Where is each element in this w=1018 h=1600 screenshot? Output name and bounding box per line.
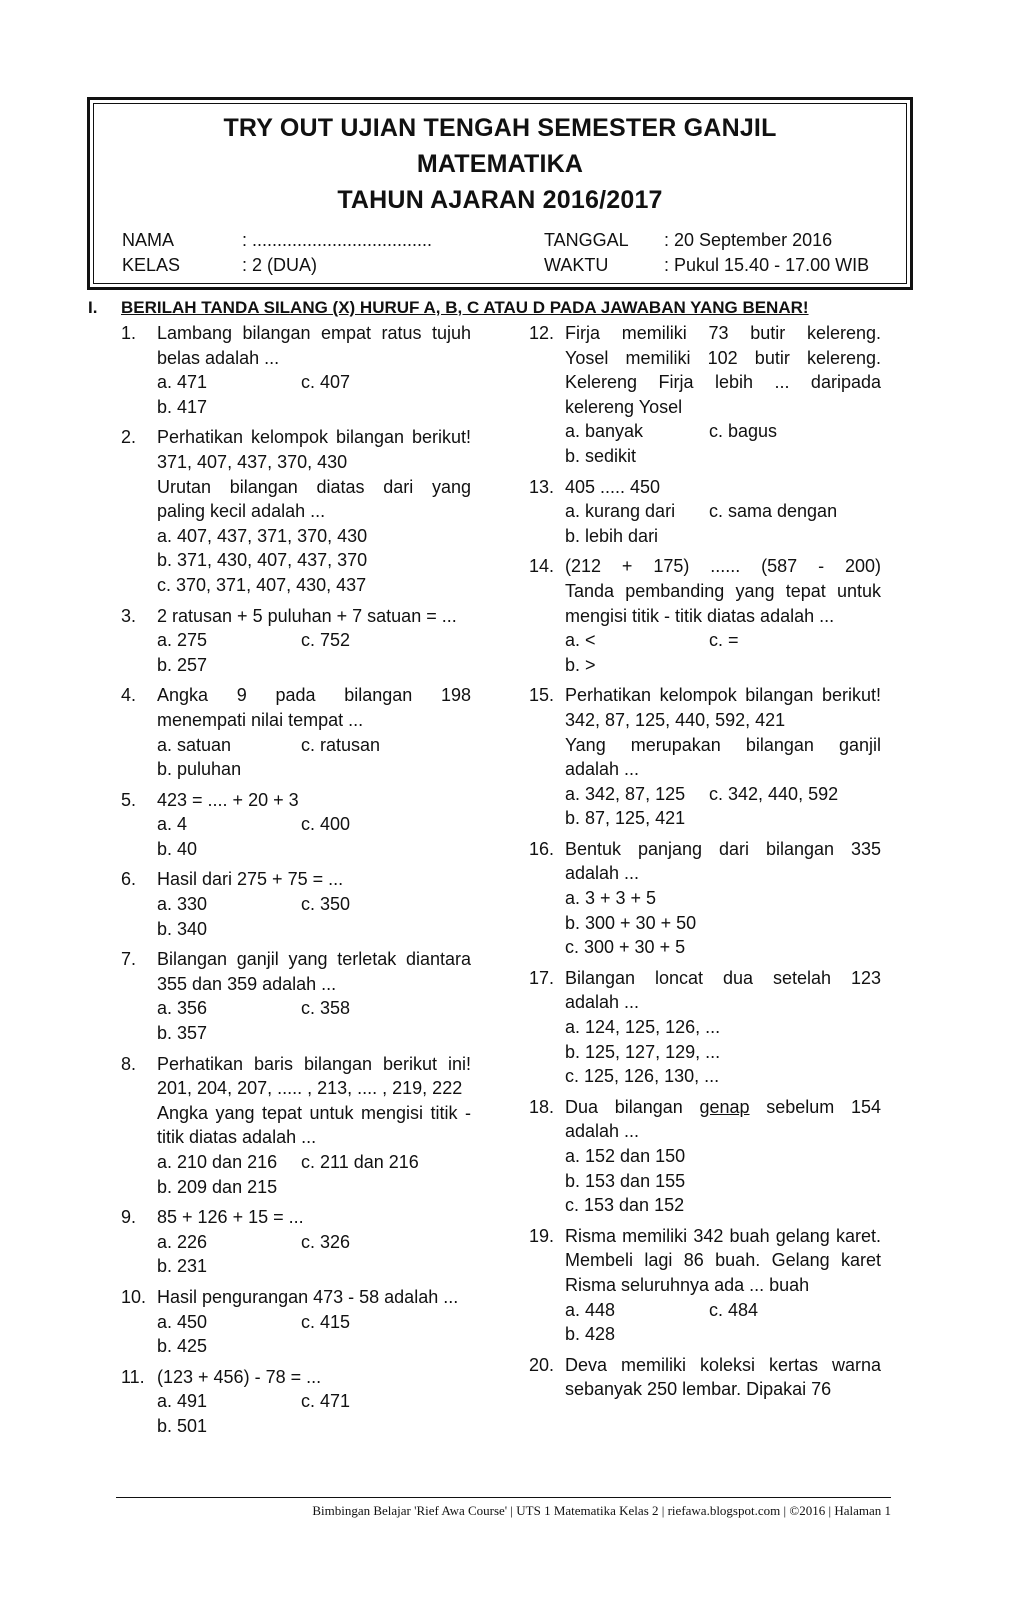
question-item bbox=[529, 554, 881, 677]
question-text-line: Hasil dari 275 + 75 = ... bbox=[157, 869, 344, 890]
answer-option: a. 210 dan 216 bbox=[157, 1152, 278, 1172]
question-text-line: Angka 9 pada bilangan 198 bbox=[157, 685, 471, 706]
answer-options bbox=[157, 370, 471, 419]
answer-options bbox=[157, 1150, 471, 1199]
tanggal-value: : 20 September 2016 bbox=[664, 230, 833, 250]
answer-option: a. 4 bbox=[157, 814, 188, 835]
answer-option: a. 330 bbox=[157, 894, 208, 915]
answer-options bbox=[157, 628, 471, 677]
question-number: 17. bbox=[529, 967, 555, 988]
question-item bbox=[529, 1224, 881, 1347]
question-text-line: titik diatas adalah ... bbox=[157, 1127, 317, 1148]
question-text-line: 201, 204, 207, ..... , 213, .... , 219, 222 bbox=[157, 1078, 463, 1099]
answer-option: b. 371, 430, 407, 437, 370 bbox=[157, 550, 368, 571]
question-text-line: adalah ... bbox=[565, 992, 640, 1013]
answer-option: c. = bbox=[709, 630, 739, 651]
question-text-line: Risma seluruhnya ada ... buah bbox=[565, 1274, 810, 1295]
answer-option: a. 342, 87, 125 bbox=[565, 783, 686, 804]
answer-option: b. sedikit bbox=[565, 445, 637, 466]
question-number: 13. bbox=[529, 476, 555, 497]
question-item bbox=[121, 947, 471, 1045]
answer-option: a. 3 + 3 + 5 bbox=[565, 888, 657, 909]
question-text-line: Firja memiliki 73 butir kelereng. bbox=[565, 323, 881, 343]
question-text-line: kelereng Yosel bbox=[565, 396, 683, 417]
question-text-line: Yosel memiliki 102 butir kelereng. bbox=[565, 347, 881, 368]
question-text-line: 405 ..... 450 bbox=[565, 476, 661, 497]
question-text-line: Membeli lagi 86 buah. Gelang karet bbox=[565, 1250, 881, 1271]
answer-option: a. 124, 125, 126, ... bbox=[565, 1017, 721, 1038]
question-item bbox=[121, 1365, 471, 1439]
answer-option: c. bagus bbox=[709, 421, 778, 442]
answer-option: b. 209 dan 215 bbox=[157, 1176, 278, 1197]
question-text-line: menempati nilai tempat ... bbox=[157, 709, 364, 730]
answer-option: a. < bbox=[565, 630, 596, 651]
answer-options bbox=[157, 524, 471, 598]
answer-options bbox=[157, 892, 471, 941]
answer-options bbox=[565, 419, 881, 468]
question-text-line: adalah ... bbox=[565, 863, 640, 884]
answer-option: a. satuan bbox=[157, 734, 232, 755]
question-item bbox=[121, 1285, 471, 1359]
answer-options bbox=[157, 733, 471, 782]
answer-option: b. 153 dan 155 bbox=[565, 1170, 686, 1191]
answer-option: b. 501 bbox=[157, 1415, 208, 1436]
answer-options bbox=[565, 886, 881, 960]
answer-option: b. 40 bbox=[157, 838, 198, 859]
question-number: 11. bbox=[121, 1366, 145, 1387]
section-number: I. bbox=[88, 298, 98, 317]
question-number: 20. bbox=[529, 1354, 555, 1375]
answer-options bbox=[157, 1389, 471, 1438]
question-number: 4. bbox=[121, 685, 137, 706]
question-text-line: Perhatikan kelompok bilangan berikut! bbox=[565, 685, 881, 706]
answer-option: a. 226 bbox=[157, 1231, 208, 1252]
question-number: 15. bbox=[529, 685, 555, 706]
answer-option: c. ratusan bbox=[301, 734, 381, 755]
answer-option: a. 407, 437, 371, 370, 430 bbox=[157, 525, 368, 546]
answer-option: b. lebih dari bbox=[565, 525, 659, 546]
answer-option: b. 87, 125, 421 bbox=[565, 808, 686, 829]
answer-option: a. 275 bbox=[157, 630, 208, 651]
answer-option: a. 448 bbox=[565, 1299, 616, 1320]
answer-option: c. 350 bbox=[301, 894, 351, 915]
question-number: 1. bbox=[121, 323, 137, 343]
question-item bbox=[121, 425, 471, 597]
question-text-segment: Dua bilangan bbox=[565, 1096, 700, 1117]
answer-options bbox=[157, 1310, 471, 1359]
question-item bbox=[529, 966, 881, 1089]
answer-options bbox=[565, 1144, 881, 1218]
question-item bbox=[121, 867, 471, 941]
question-text-line: Urutan bilangan diatas dari yang bbox=[157, 476, 471, 497]
question-text-line: sebanyak 250 lembar. Dipakai 76 bbox=[565, 1379, 832, 1400]
answer-options bbox=[157, 996, 471, 1045]
answer-option: b. puluhan bbox=[157, 759, 242, 780]
answer-option: c. 400 bbox=[301, 814, 351, 835]
question-item bbox=[121, 321, 471, 419]
question-text-line bbox=[565, 1095, 881, 1120]
question-item bbox=[529, 837, 881, 960]
question-text-line: Lambang bilangan empat ratus tujuh bbox=[157, 323, 471, 343]
question-item bbox=[529, 321, 881, 469]
question-text-line: Perhatikan kelompok bilangan berikut! bbox=[157, 427, 471, 448]
answer-options bbox=[157, 812, 471, 861]
answer-option: c. 342, 440, 592 bbox=[709, 783, 839, 804]
question-item bbox=[121, 604, 471, 678]
question-text-segment: sebelum 154 bbox=[749, 1096, 881, 1117]
footer-divider bbox=[116, 1497, 891, 1498]
answer-option: b. 300 + 30 + 50 bbox=[565, 912, 697, 933]
answer-option: c. 326 bbox=[301, 1231, 351, 1252]
answer-option: c. 415 bbox=[301, 1311, 351, 1332]
answer-option: a. kurang dari bbox=[565, 501, 676, 522]
exam-title: TRY OUT UJIAN TENGAH SEMESTER GANJIL bbox=[223, 114, 777, 142]
question-text-line: Hasil pengurangan 473 - 58 adalah ... bbox=[157, 1286, 459, 1307]
question-text-line: Angka yang tepat untuk mengisi titik - bbox=[157, 1102, 471, 1123]
answer-option: a. 450 bbox=[157, 1311, 208, 1332]
question-text-line: adalah ... bbox=[565, 759, 640, 780]
answer-options bbox=[565, 628, 881, 677]
answer-option: c. 358 bbox=[301, 998, 351, 1019]
question-text-line: Risma memiliki 342 buah gelang karet. bbox=[565, 1225, 881, 1246]
answer-option: c. 370, 371, 407, 430, 437 bbox=[157, 574, 367, 595]
nama-label: NAMA bbox=[122, 230, 175, 250]
question-text-line: 85 + 126 + 15 = ... bbox=[157, 1207, 304, 1228]
answer-option: c. 153 dan 152 bbox=[565, 1195, 685, 1216]
question-text-line: 355 dan 359 adalah ... bbox=[157, 973, 337, 994]
academic-year-title: TAHUN AJARAN 2016/2017 bbox=[337, 186, 663, 214]
question-text-line: 2 ratusan + 5 puluhan + 7 satuan = ... bbox=[157, 605, 457, 626]
answer-option: c. 407 bbox=[301, 372, 351, 393]
question-item bbox=[121, 1205, 471, 1279]
question-text-line: Kelereng Firja lebih ... daripada bbox=[565, 372, 881, 393]
answer-options bbox=[157, 1230, 471, 1279]
answer-options bbox=[565, 1298, 881, 1347]
section-heading bbox=[88, 298, 809, 318]
answer-option: a. 356 bbox=[157, 998, 208, 1019]
question-item bbox=[529, 683, 881, 831]
answer-option: a. 471 bbox=[157, 372, 208, 393]
question-text-line: Bentuk panjang dari bilangan 335 bbox=[565, 838, 881, 859]
kelas-value: : 2 (DUA) bbox=[242, 255, 318, 275]
question-item bbox=[529, 475, 881, 549]
page-footer: Bimbingan Belajar 'Rief Awa Course' | UTS 1 Matematika Kelas 2 | riefawa.blogspot.com | ©2016 | Halaman 1 bbox=[312, 1503, 891, 1518]
question-number: 16. bbox=[529, 838, 555, 859]
section-instruction: BERILAH TANDA SILANG (X) HURUF A, B, C ATAU D PADA JAWABAN YANG BENAR! bbox=[121, 298, 809, 317]
answer-option: b. 125, 127, 129, ... bbox=[565, 1041, 721, 1062]
question-item bbox=[529, 1095, 881, 1218]
answer-option: c. 300 + 30 + 5 bbox=[565, 937, 686, 958]
answer-option: c. 125, 126, 130, ... bbox=[565, 1066, 720, 1087]
question-number: 10. bbox=[121, 1286, 147, 1307]
answer-option: b. 425 bbox=[157, 1336, 208, 1357]
question-text-line: Perhatikan baris bilangan berikut ini! bbox=[157, 1053, 471, 1074]
tanggal-label: TANGGAL bbox=[544, 230, 629, 250]
question-number: 2. bbox=[121, 427, 137, 448]
answer-option: b. 428 bbox=[565, 1324, 616, 1345]
answer-option: c. 471 bbox=[301, 1391, 351, 1412]
answer-options bbox=[565, 782, 881, 831]
answer-option: c. 752 bbox=[301, 630, 351, 651]
nama-value: : .................................... bbox=[242, 230, 433, 250]
answer-option: c. 211 dan 216 bbox=[301, 1152, 419, 1172]
question-text-line: adalah ... bbox=[565, 1121, 640, 1142]
question-text-line: belas adalah ... bbox=[157, 347, 280, 368]
left-question-column bbox=[121, 321, 471, 1445]
question-number: 19. bbox=[529, 1225, 555, 1246]
question-item bbox=[121, 788, 471, 862]
question-text-line: Deva memiliki koleksi kertas warna bbox=[565, 1354, 881, 1375]
question-text-line: Tanda pembanding yang tepat untuk bbox=[565, 580, 881, 601]
answer-option: c. sama dengan bbox=[709, 501, 838, 522]
waktu-value: : Pukul 15.40 - 17.00 WIB bbox=[664, 255, 870, 275]
answer-option: a. 152 dan 150 bbox=[565, 1146, 686, 1166]
answer-option: a. banyak bbox=[565, 421, 644, 442]
question-text-line: 342, 87, 125, 440, 592, 421 bbox=[565, 709, 786, 730]
question-number: 12. bbox=[529, 323, 555, 343]
answer-option: c. 484 bbox=[709, 1299, 759, 1320]
question-text-line: Bilangan ganjil yang terletak diantara bbox=[157, 949, 471, 970]
question-item bbox=[121, 1052, 471, 1200]
answer-option: b. 231 bbox=[157, 1256, 208, 1277]
right-question-column bbox=[529, 321, 881, 1408]
question-number: 5. bbox=[121, 789, 137, 810]
answer-option: b. 257 bbox=[157, 654, 208, 675]
subject-title: MATEMATIKA bbox=[416, 150, 584, 178]
answer-option: b. 417 bbox=[157, 396, 208, 417]
question-text-line: (212 + 175) ...... (587 - 200) bbox=[565, 556, 881, 577]
question-item bbox=[121, 683, 471, 781]
question-text-line: paling kecil adalah ... bbox=[157, 501, 326, 522]
answer-options bbox=[565, 499, 881, 548]
question-number: 9. bbox=[121, 1207, 137, 1228]
question-text-line: mengisi titik - titik diatas adalah ... bbox=[565, 605, 835, 626]
question-number: 18. bbox=[529, 1096, 555, 1117]
question-text-line: 423 = .... + 20 + 3 bbox=[157, 789, 299, 810]
underlined-word: genap bbox=[699, 1096, 750, 1117]
question-text-line: Yang merupakan bilangan ganjil bbox=[565, 734, 881, 755]
answer-option: a. 491 bbox=[157, 1391, 208, 1412]
waktu-label: WAKTU bbox=[544, 255, 609, 275]
question-number: 3. bbox=[121, 605, 137, 626]
question-item bbox=[529, 1353, 881, 1402]
question-number: 7. bbox=[121, 949, 137, 970]
question-number: 6. bbox=[121, 869, 137, 890]
question-number: 14. bbox=[529, 556, 555, 577]
kelas-label: KELAS bbox=[122, 255, 181, 275]
question-text-line: (123 + 456) - 78 = ... bbox=[157, 1366, 322, 1387]
answer-options bbox=[565, 1015, 881, 1089]
question-text-line: Bilangan loncat dua setelah 123 bbox=[565, 967, 881, 988]
question-number: 8. bbox=[121, 1053, 137, 1074]
answer-option: b. 357 bbox=[157, 1023, 208, 1044]
question-text-line: 371, 407, 437, 370, 430 bbox=[157, 451, 348, 472]
answer-option: b. 340 bbox=[157, 918, 208, 939]
answer-option: b. > bbox=[565, 654, 596, 675]
header-box bbox=[87, 97, 913, 290]
